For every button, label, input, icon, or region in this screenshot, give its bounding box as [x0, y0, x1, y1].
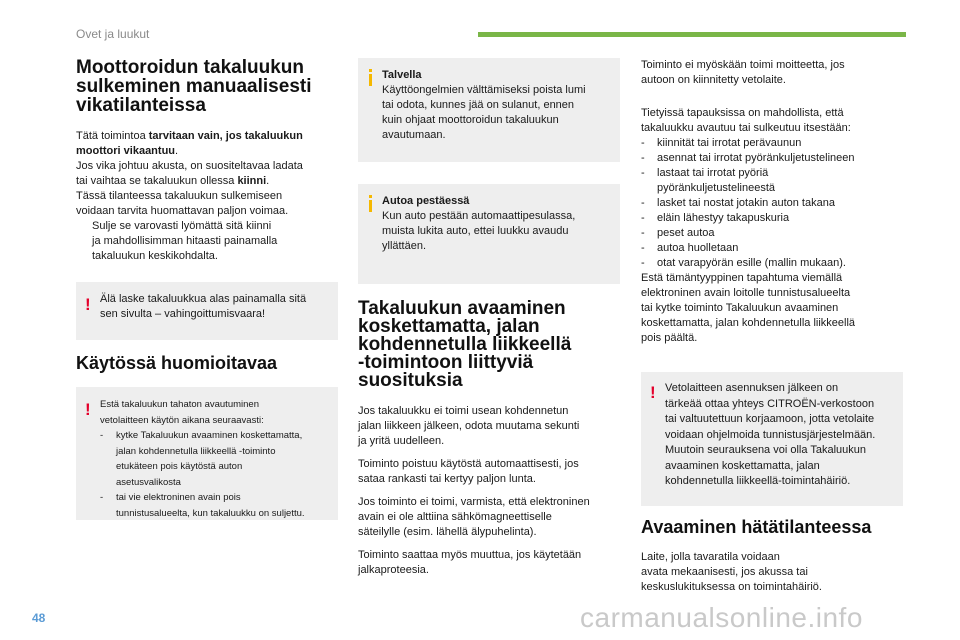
heading-precautions: Käytössä huomioitavaa: [76, 353, 278, 373]
list-item: - otat varapyörän esille (mallin mukaan).: [641, 257, 846, 269]
bullet-close-gently: Sulje se varovasti lyömättä sitä kiinni ja mahdollisimman hitaasti painamalla takaluukun keskikohdalta.: [76, 219, 338, 264]
paragraph-prevent: Estä tämäntyyppinen tapahtuma viemällä elektroninen avain loitolle tunnistusalueelta tai kytke toiminto Takaluukun avaaminen koskettamatta, jalan kohdennetulla liikkeellä pois päältä.: [641, 272, 856, 344]
pointer-bullet-icon: [76, 219, 92, 264]
situations-list: [641, 136, 903, 271]
page-number: 48: [32, 611, 46, 625]
paragraph-self-open: Tietyissä tapauksissa on mahdollista, että takaluukku avautuu tai sulkeutuu itsestään:: [641, 107, 851, 134]
list-item: - autoa huolletaan: [641, 242, 739, 254]
list-item: - peset autoa: [641, 227, 715, 239]
warning-exclamation-icon: !: [650, 383, 656, 402]
column-1: [76, 58, 338, 520]
paragraph-usage: Tätä toimintoa tarvitaan vain, jos takaluukun moottori vikaantuu. Jos vika johtuu akusta, on suositeltavaa ladata tai vaihtaa se takaluukun ollessa kiinni. Tässä tilanteessa takaluukun sulkemiseen voidaan tarvita huomattavan paljon voimaa.: [76, 130, 303, 217]
column-3: [641, 58, 903, 595]
heading-manual-close: Moottoroidun takaluukun sulkeminen manuaalisesti vikatilanteissa: [76, 57, 312, 116]
warning-exclamation-icon: !: [85, 400, 91, 419]
info-box-winter: Talvella Käyttöongelmien välttämiseksi poista lumi tai odota, kunnes jää on sulanut, ennen kuin ohjaat moottoroidun takaluukun avautumaan.: [358, 58, 620, 162]
warning-exclamation-icon: !: [85, 295, 91, 314]
warning-box-towing: ! Estä takaluukun tahaton avautuminen vetolaitteen käytön aikana seuraavasti: - kytke Takaluukun avaaminen koskettamatta, jalan kohdennetulla liikkeellä -toiminto etukäteen pois käytöstä auton asetusvalikosta - tai vie elektroninen avain pois tunnistusalueelta, kun takaluukku on suljettu.: [76, 387, 338, 520]
paragraph-interference: Jos toiminto ei toimi, varmista, että elektroninen avain ei ole alttiina sähkömagneettiselle säteilylle (esim. lähellä älypuhelinta).: [358, 496, 590, 538]
info-box-car-wash: Autoa pestäessä Kun auto pestään automaattipesulassa, muista lukita auto, ettei luukku avaudu yllättäen.: [358, 184, 620, 284]
info-bar-icon: [369, 200, 372, 212]
column-2: [358, 58, 620, 578]
watermark: carmanualsonline.info: [580, 602, 863, 633]
heading-emergency-opening: Avaaminen hätätilanteessa: [641, 517, 872, 537]
list-item: - asennat tai irrotat pyöränkuljetustelineen: [641, 152, 855, 164]
warning-box-towbar-programming: ! Vetolaitteen asennuksen jälkeen on tärkeää ottaa yhteys CITROËN-verkostoon tai valtuutettuun korjaamoon, jotta vetolaite voidaan ohjelmoida tunnistusjärjestelmään. Muutoin seurauksena voi olla Takaluukun avaaminen koskettamatta, jalan kohdennetulla liikkeellä-toimintahäiriö.: [641, 372, 903, 506]
paragraph-retry: Jos takaluukku ei toimi usean kohdennetun jalan liikkeen jälkeen, odota muutama sekunti ja yritä uudelleen.: [358, 405, 580, 447]
warning-box-side-push: ! Älä laske takaluukkua alas painamalla sitä sen sivulta – vahingoittumisvaara!: [76, 282, 338, 340]
paragraph-prosthesis: Toiminto saattaa myös muuttua, jos käytetään jalkaproteesia.: [358, 549, 582, 576]
paragraph-towbar: Toiminto ei myöskään toimi moitteetta, jos autoon on kiinnitetty vetolaite.: [641, 59, 845, 86]
heading-hands-free-recommendations: Takaluukun avaaminen koskettamatta, jalan kohdennetulla liikkeellä -toimintoon liittyviä suosituksia: [358, 298, 572, 391]
list-item: - kiinnität tai irrotat perävaunun: [641, 137, 802, 149]
list-item: - eläin lähestyy takapuskuria: [641, 212, 790, 224]
list-item: - lastaat tai irrotat pyöriä pyöränkuljetustelineestä: [641, 167, 776, 194]
paragraph-weather: Toiminto poistuu käytöstä automaattisesti, jos sataa rankasti tai kertyy paljon lunta.: [358, 458, 579, 485]
list-item: - lasket tai nostat jotakin auton takana: [641, 197, 835, 209]
section-accent-bar: [478, 32, 906, 37]
info-bar-icon: [369, 74, 372, 86]
section-header: Ovet ja luukut: [76, 27, 150, 41]
paragraph-emergency: Laite, jolla tavaratila voidaan avata mekaanisesti, jos akussa tai keskuslukituksessa on toimintahäiriö.: [641, 551, 822, 593]
